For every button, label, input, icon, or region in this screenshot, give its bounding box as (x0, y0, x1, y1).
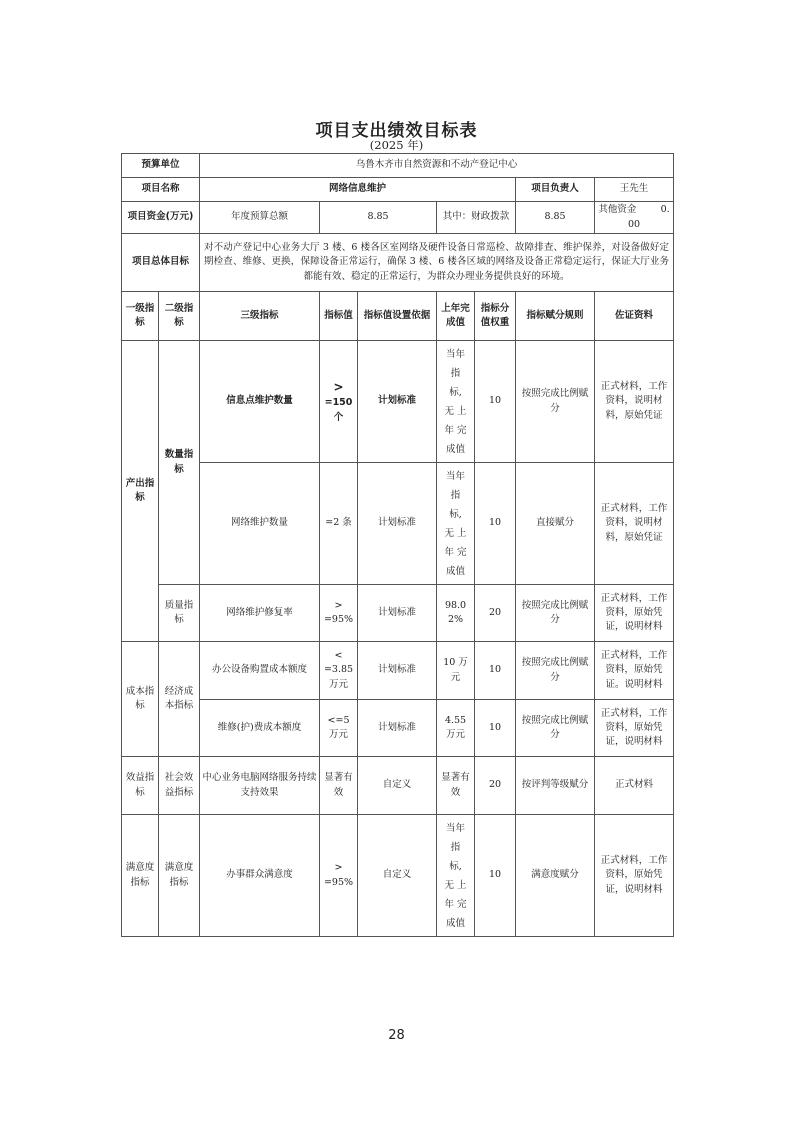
indicator-header-row (122, 292, 674, 341)
row-indicator-value: > =95% (320, 585, 358, 642)
row-rule: 按照完成比例赋分 (516, 341, 595, 463)
row-evidence: 正式材料，工作资料，说明材料，原始凭证 (595, 463, 674, 585)
budget-unit-value: 乌鲁木齐市自然资源和不动产登记中心 (200, 154, 674, 178)
row-evidence: 正式材料，工作资料，原始凭证，说明材料 (595, 585, 674, 642)
row-weight: 10 (475, 463, 516, 585)
row-indicator-value: < =3.85 万元 (320, 642, 358, 700)
row-weight: 20 (475, 585, 516, 642)
row-rule: 满意度赋分 (516, 815, 595, 937)
group-economic-cost: 经济成本指标 (159, 642, 200, 757)
group-satisfaction-sub: 满意度指标 (159, 815, 200, 937)
group-social-benefit: 社会效益指标 (159, 757, 200, 815)
row-indicator-value: =2 条 (320, 463, 358, 585)
annual-total-label: 年度预算总额 (200, 202, 320, 234)
header-level2: 二级指标 (159, 292, 200, 341)
row-last-year: 当年 指 标, 无 上 年 完 成值 (437, 815, 475, 937)
performance-target-table (121, 153, 674, 937)
project-name-row (122, 178, 674, 202)
project-funds-row (122, 202, 674, 234)
other-funds-cell (595, 202, 674, 234)
group-benefit: 效益指标 (122, 757, 159, 815)
row-indicator-name: 网络维护数量 (200, 463, 320, 585)
row-last-year: 当年 指 标, 无 上 年 完 成值 (437, 463, 475, 585)
header-last-year: 上年完成值 (437, 292, 475, 341)
project-leader-label: 项目负责人 (516, 178, 595, 202)
table-row (122, 463, 674, 585)
other-funds-label: 其他资金 (598, 204, 637, 216)
header-evidence: 佐证资料 (595, 292, 674, 341)
project-name-value: 网络信息维护 (200, 178, 516, 202)
table-row (122, 815, 674, 937)
header-level1: 一级指标 (122, 292, 159, 341)
row-basis: 自定义 (358, 757, 437, 815)
row-last-year: 当年 指 标, 无 上 年 完 成值 (437, 341, 475, 463)
row-evidence: 正式材料，工作资料，原始凭证，说明材料 (595, 815, 674, 937)
row-basis: 计划标准 (358, 463, 437, 585)
row-basis: 计划标准 (358, 642, 437, 700)
row-last-year: 4.55 万元 (437, 700, 475, 757)
row-weight: 20 (475, 757, 516, 815)
row-last-year: 10 万元 (437, 642, 475, 700)
header-value: 指标值 (320, 292, 358, 341)
group-satisfaction: 满意度指标 (122, 815, 159, 937)
row-basis: 自定义 (358, 815, 437, 937)
row-basis: 计划标准 (358, 700, 437, 757)
row-rule: 按照完成比例赋分 (516, 642, 595, 700)
row-last-year: 98.02% (437, 585, 475, 642)
overall-goal-row (122, 234, 674, 292)
row-indicator-value: 显著有效 (320, 757, 358, 815)
row-rule: 按照完成比例赋分 (516, 585, 595, 642)
row-indicator-name: 办公设备购置成本额度 (200, 642, 320, 700)
table-row (122, 700, 674, 757)
annual-total-value: 8.85 (320, 202, 437, 234)
row-basis: 计划标准 (358, 341, 437, 463)
header-weight: 指标分值权重 (475, 292, 516, 341)
project-name-label: 项目名称 (122, 178, 200, 202)
row-indicator-name: 办事群众满意度 (200, 815, 320, 937)
row-weight: 10 (475, 700, 516, 757)
row-rule: 按照完成比例赋分 (516, 700, 595, 757)
row-indicator-name: 中心业务电脑网络服务持续支持效果 (200, 757, 320, 815)
group-output: 产出指标 (122, 341, 159, 642)
row-evidence: 正式材料，工作资料，原始凭证。说明材料 (595, 642, 674, 700)
table-row (122, 757, 674, 815)
row-indicator-value: > =150 个 (320, 341, 358, 463)
budget-unit-label: 预算单位 (122, 154, 200, 178)
budget-unit-row (122, 154, 674, 178)
row-rule: 按评判等级赋分 (516, 757, 595, 815)
fiscal-allocation-value: 8.85 (516, 202, 595, 234)
project-funds-label: 项目资金(万元) (122, 202, 200, 234)
group-quality: 质量指标 (159, 585, 200, 642)
group-cost: 成本指标 (122, 642, 159, 757)
row-indicator-name: 网络维护修复率 (200, 585, 320, 642)
header-rule: 指标赋分规则 (516, 292, 595, 341)
project-leader-value: 王先生 (595, 178, 674, 202)
header-basis: 指标值设置依据 (358, 292, 437, 341)
row-indicator-name: 维修(护)费成本额度 (200, 700, 320, 757)
row-indicator-name: 信息点维护数量 (200, 341, 320, 463)
overall-goal-value: 对不动产登记中心业务大厅 3 楼、6 楼各区室网络及硬件设备日常巡检、故障排查、维护保养，对设备做好定期检查、维修、更换，保障设备正常运行，确保 3 楼、6 楼各区域的网络及设备正常稳定运行，保证大厅业务都能有效、稳定的正常运行，为群众办理业务提供良好的环境。 (200, 234, 674, 292)
other-funds-value: 0.00 (627, 204, 670, 230)
page-subtitle-year: (2025 年) (369, 138, 424, 152)
row-weight: 10 (475, 815, 516, 937)
page-title: 项目支出绩效目标表 (315, 121, 478, 141)
row-evidence: 正式材料，工作资料，说明材料，原始凭证 (595, 341, 674, 463)
table-row (122, 642, 674, 700)
row-evidence: 正式材料 (595, 757, 674, 815)
row-last-year: 显著有效 (437, 757, 475, 815)
row-indicator-value: <=5 万元 (320, 700, 358, 757)
row-indicator-value: > =95% (320, 815, 358, 937)
row-evidence: 正式材料，工作资料，原始凭证，说明材料 (595, 700, 674, 757)
table-row (122, 341, 674, 463)
group-quantity: 数量指标 (159, 341, 200, 585)
page-number: 28 (388, 1028, 405, 1043)
header-level3: 三级指标 (200, 292, 320, 341)
row-weight: 10 (475, 341, 516, 463)
table-row (122, 585, 674, 642)
overall-goal-label: 项目总体目标 (122, 234, 200, 292)
fiscal-allocation-label: 其中：财政拨款 (437, 202, 516, 234)
row-weight: 10 (475, 642, 516, 700)
row-rule: 直接赋分 (516, 463, 595, 585)
row-basis: 计划标准 (358, 585, 437, 642)
